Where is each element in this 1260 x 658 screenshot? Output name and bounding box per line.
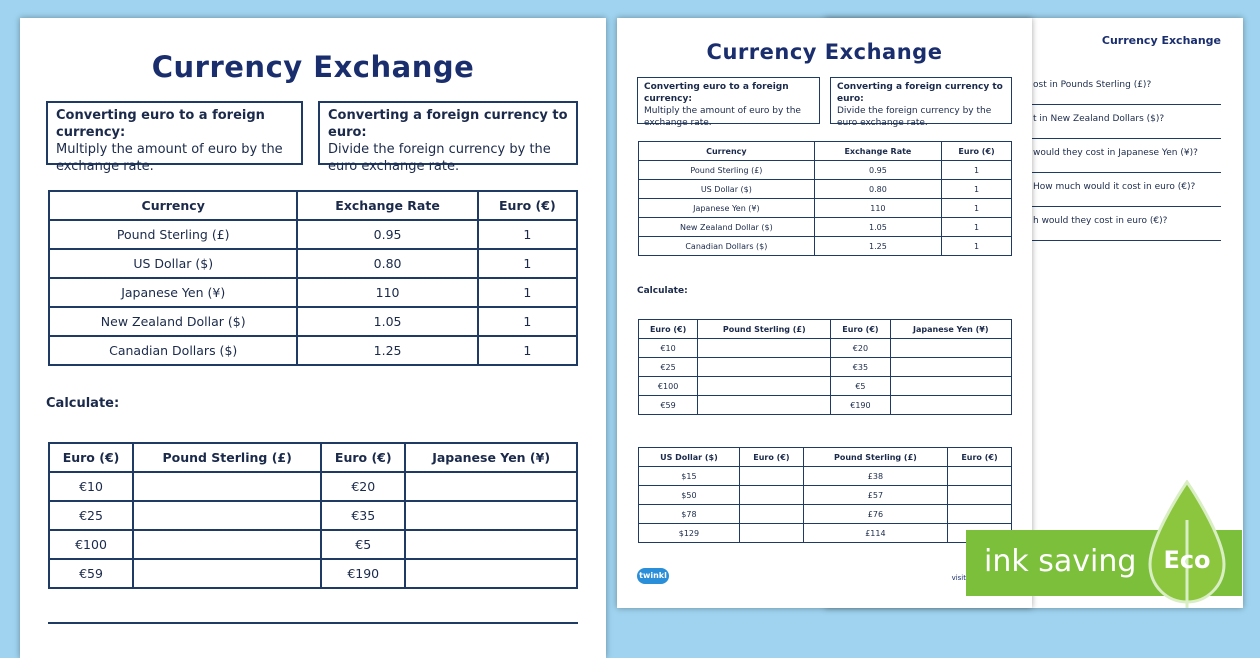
calc-table-1: Euro (€) Pound Sterling (£) Euro (€) Japanese Yen (¥) €10 €20 €25 €35 €100 €5 €59 €190: [638, 319, 1012, 415]
answer-cell[interactable]: [739, 486, 803, 505]
eco-drop-icon: [1146, 480, 1228, 610]
answer-cell[interactable]: [698, 377, 831, 396]
rates-table: Currency Exchange Rate Euro (€) Pound Sterling (£) 0.95 1 US Dollar ($) 0.80 1 Japanese Yen (¥) 110 1 New Zealand Dollar ($) 1.05 1 Canadian Dollars ($) 1.25 1: [638, 141, 1012, 256]
calculate-label: Calculate:: [637, 286, 688, 296]
table-row: Japanese Yen (¥) 110 1: [639, 199, 1012, 218]
table-row: $78 £76: [639, 505, 1012, 524]
answer-cell[interactable]: [133, 472, 321, 501]
page-title: Currency Exchange: [151, 50, 475, 84]
th: Exchange Rate: [297, 191, 477, 220]
eco-badge: Eco: [1163, 546, 1211, 574]
answer-cell[interactable]: [890, 339, 1011, 358]
answer-cell[interactable]: [739, 524, 803, 543]
answer-cell[interactable]: [890, 358, 1011, 377]
to-euro-text: Divide the foreign currency by the euro exchange rate.: [328, 142, 551, 174]
calc-table-1: Euro (€) Pound Sterling (£) Euro (€) Japanese Yen (¥) €10 €20 €25 €35 €100 €5 €59 €190: [48, 442, 578, 589]
answer-cell[interactable]: [405, 559, 577, 588]
table-row: $15 £38: [639, 467, 1012, 486]
answer-cell[interactable]: [739, 467, 803, 486]
table-row: €10 €20: [49, 472, 577, 501]
table-row: US Dollar ($) 0.80 1: [49, 249, 577, 278]
worksheet-page-2: [617, 18, 1032, 608]
next-table-edge: [48, 622, 578, 644]
answer-cell[interactable]: [698, 339, 831, 358]
table-row: €100 €5: [49, 530, 577, 559]
answer-cell[interactable]: [890, 396, 1011, 415]
answer-cell[interactable]: [133, 559, 321, 588]
table-row: $50 £57: [639, 486, 1012, 505]
answer-cell[interactable]: [947, 467, 1011, 486]
answer-cell[interactable]: [947, 486, 1011, 505]
table-row: €25 €35: [639, 358, 1012, 377]
answer-cell[interactable]: [405, 501, 577, 530]
question-1: ost in Pounds Sterling (£)?: [825, 80, 1221, 105]
page-footer: visit: [951, 574, 966, 582]
to-euro-box: Converting a foreign currency to euro: Divide the foreign currency by the euro exchange rate.: [830, 77, 1012, 124]
to-foreign-text: Multiply the amount of euro by the exchange rate.: [56, 142, 283, 174]
answer-cell[interactable]: [698, 396, 831, 415]
table-row: New Zealand Dollar ($) 1.05 1: [639, 218, 1012, 237]
answer-cell[interactable]: [739, 505, 803, 524]
table-row: €100 €5: [639, 377, 1012, 396]
question-2: t in New Zealand Dollars ($)?: [825, 114, 1221, 139]
calc-table-2: US Dollar ($) Euro (€) Pound Sterling (£) Euro (€) $15 £38 $50 £57 $78 £76 $129 £114: [638, 447, 1012, 543]
answer-cell[interactable]: [133, 530, 321, 559]
table-row: Canadian Dollars ($) 1.25 1: [639, 237, 1012, 256]
answer-cell[interactable]: [698, 358, 831, 377]
table-row: Japanese Yen (¥) 110 1: [49, 278, 577, 307]
twinkl-logo: twinkl: [637, 568, 669, 584]
ink-saving-label: ink saving: [984, 544, 1137, 579]
table-row: €25 €35: [49, 501, 577, 530]
leaf-drop-icon: [1146, 480, 1228, 610]
table-row: €59 €190: [639, 396, 1012, 415]
worksheet-page-1: [20, 18, 606, 658]
answer-cell[interactable]: [947, 505, 1011, 524]
th: Currency: [49, 191, 297, 220]
table-row: Pound Sterling (£) 0.95 1: [639, 161, 1012, 180]
answer-cell[interactable]: [405, 530, 577, 559]
table-row: Pound Sterling (£) 0.95 1: [49, 220, 577, 249]
page-title: Currency Exchange: [706, 40, 943, 64]
question-3: would they cost in Japanese Yen (¥)?: [825, 148, 1221, 173]
to-euro-box: [318, 101, 578, 174]
answer-cell[interactable]: [890, 377, 1011, 396]
table-row: US Dollar ($) 0.80 1: [639, 180, 1012, 199]
to-foreign-box: [46, 101, 303, 174]
answer-cell[interactable]: [405, 472, 577, 501]
table-row: Canadian Dollars ($) 1.25 1: [49, 336, 577, 365]
rates-table: [48, 190, 578, 366]
table-row: €10 €20: [639, 339, 1012, 358]
to-foreign-box: Converting euro to a foreign currency: Multiply the amount of euro by the exchange rate.: [637, 77, 820, 124]
table-row: €59 €190: [49, 559, 577, 588]
th: Euro (€): [478, 191, 577, 220]
page-3-heading: Currency Exchange: [1101, 34, 1221, 47]
table-row: $129 £114: [639, 524, 1012, 543]
table-row: New Zealand Dollar ($) 1.05 1: [49, 307, 577, 336]
question-5: h would they cost in euro (€)?: [825, 216, 1221, 241]
to-foreign-title: Converting euro to a foreign currency:: [56, 108, 265, 140]
answer-cell[interactable]: [133, 501, 321, 530]
question-4: How much would it cost in euro (€)?: [825, 182, 1221, 207]
to-euro-title: Converting a foreign currency to euro:: [328, 108, 568, 140]
calculate-label: Calculate:: [46, 396, 120, 411]
